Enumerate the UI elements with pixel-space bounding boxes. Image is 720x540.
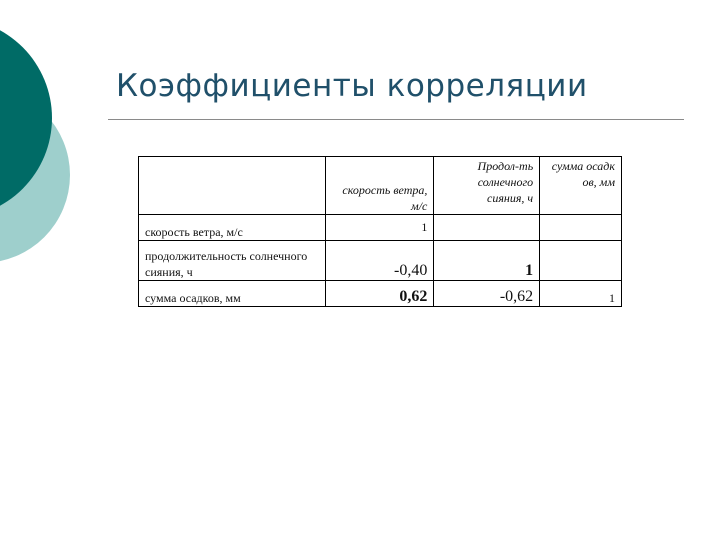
corner-cell [139, 157, 326, 215]
row-label-precipitation: сумма осадков, мм [139, 281, 326, 307]
col-header-precipitation: сумма осадк ов, мм [540, 157, 622, 215]
cell-wind-sunshine [434, 215, 540, 241]
cell-sunshine-sunshine: 1 [434, 241, 540, 281]
cell-wind-wind: 1 [325, 215, 434, 241]
cell-precipitation-precipitation: 1 [540, 281, 622, 307]
col-header-sunshine: Продол-ть солнечного сияния, ч [434, 157, 540, 215]
row-label-wind: скорость ветра, м/с [139, 215, 326, 241]
table-header-row [139, 157, 622, 215]
cell-wind-precipitation [540, 215, 622, 241]
table-row [139, 215, 622, 241]
col-header-wind: скорость ветра, м/с [325, 157, 434, 215]
title-divider [108, 119, 684, 120]
cell-sunshine-wind: -0,40 [325, 241, 434, 281]
table-row [139, 281, 622, 307]
row-label-sunshine: продолжительность солнечного сияния, ч [139, 241, 326, 281]
cell-precipitation-wind: 0,62 [325, 281, 434, 307]
decorative-circles [0, 0, 120, 300]
cell-sunshine-precipitation [540, 241, 622, 281]
cell-precipitation-sunshine: -0,62 [434, 281, 540, 307]
correlation-table [138, 156, 622, 307]
table-row [139, 241, 622, 281]
slide-title: Коэффициенты корреляции [116, 68, 588, 104]
